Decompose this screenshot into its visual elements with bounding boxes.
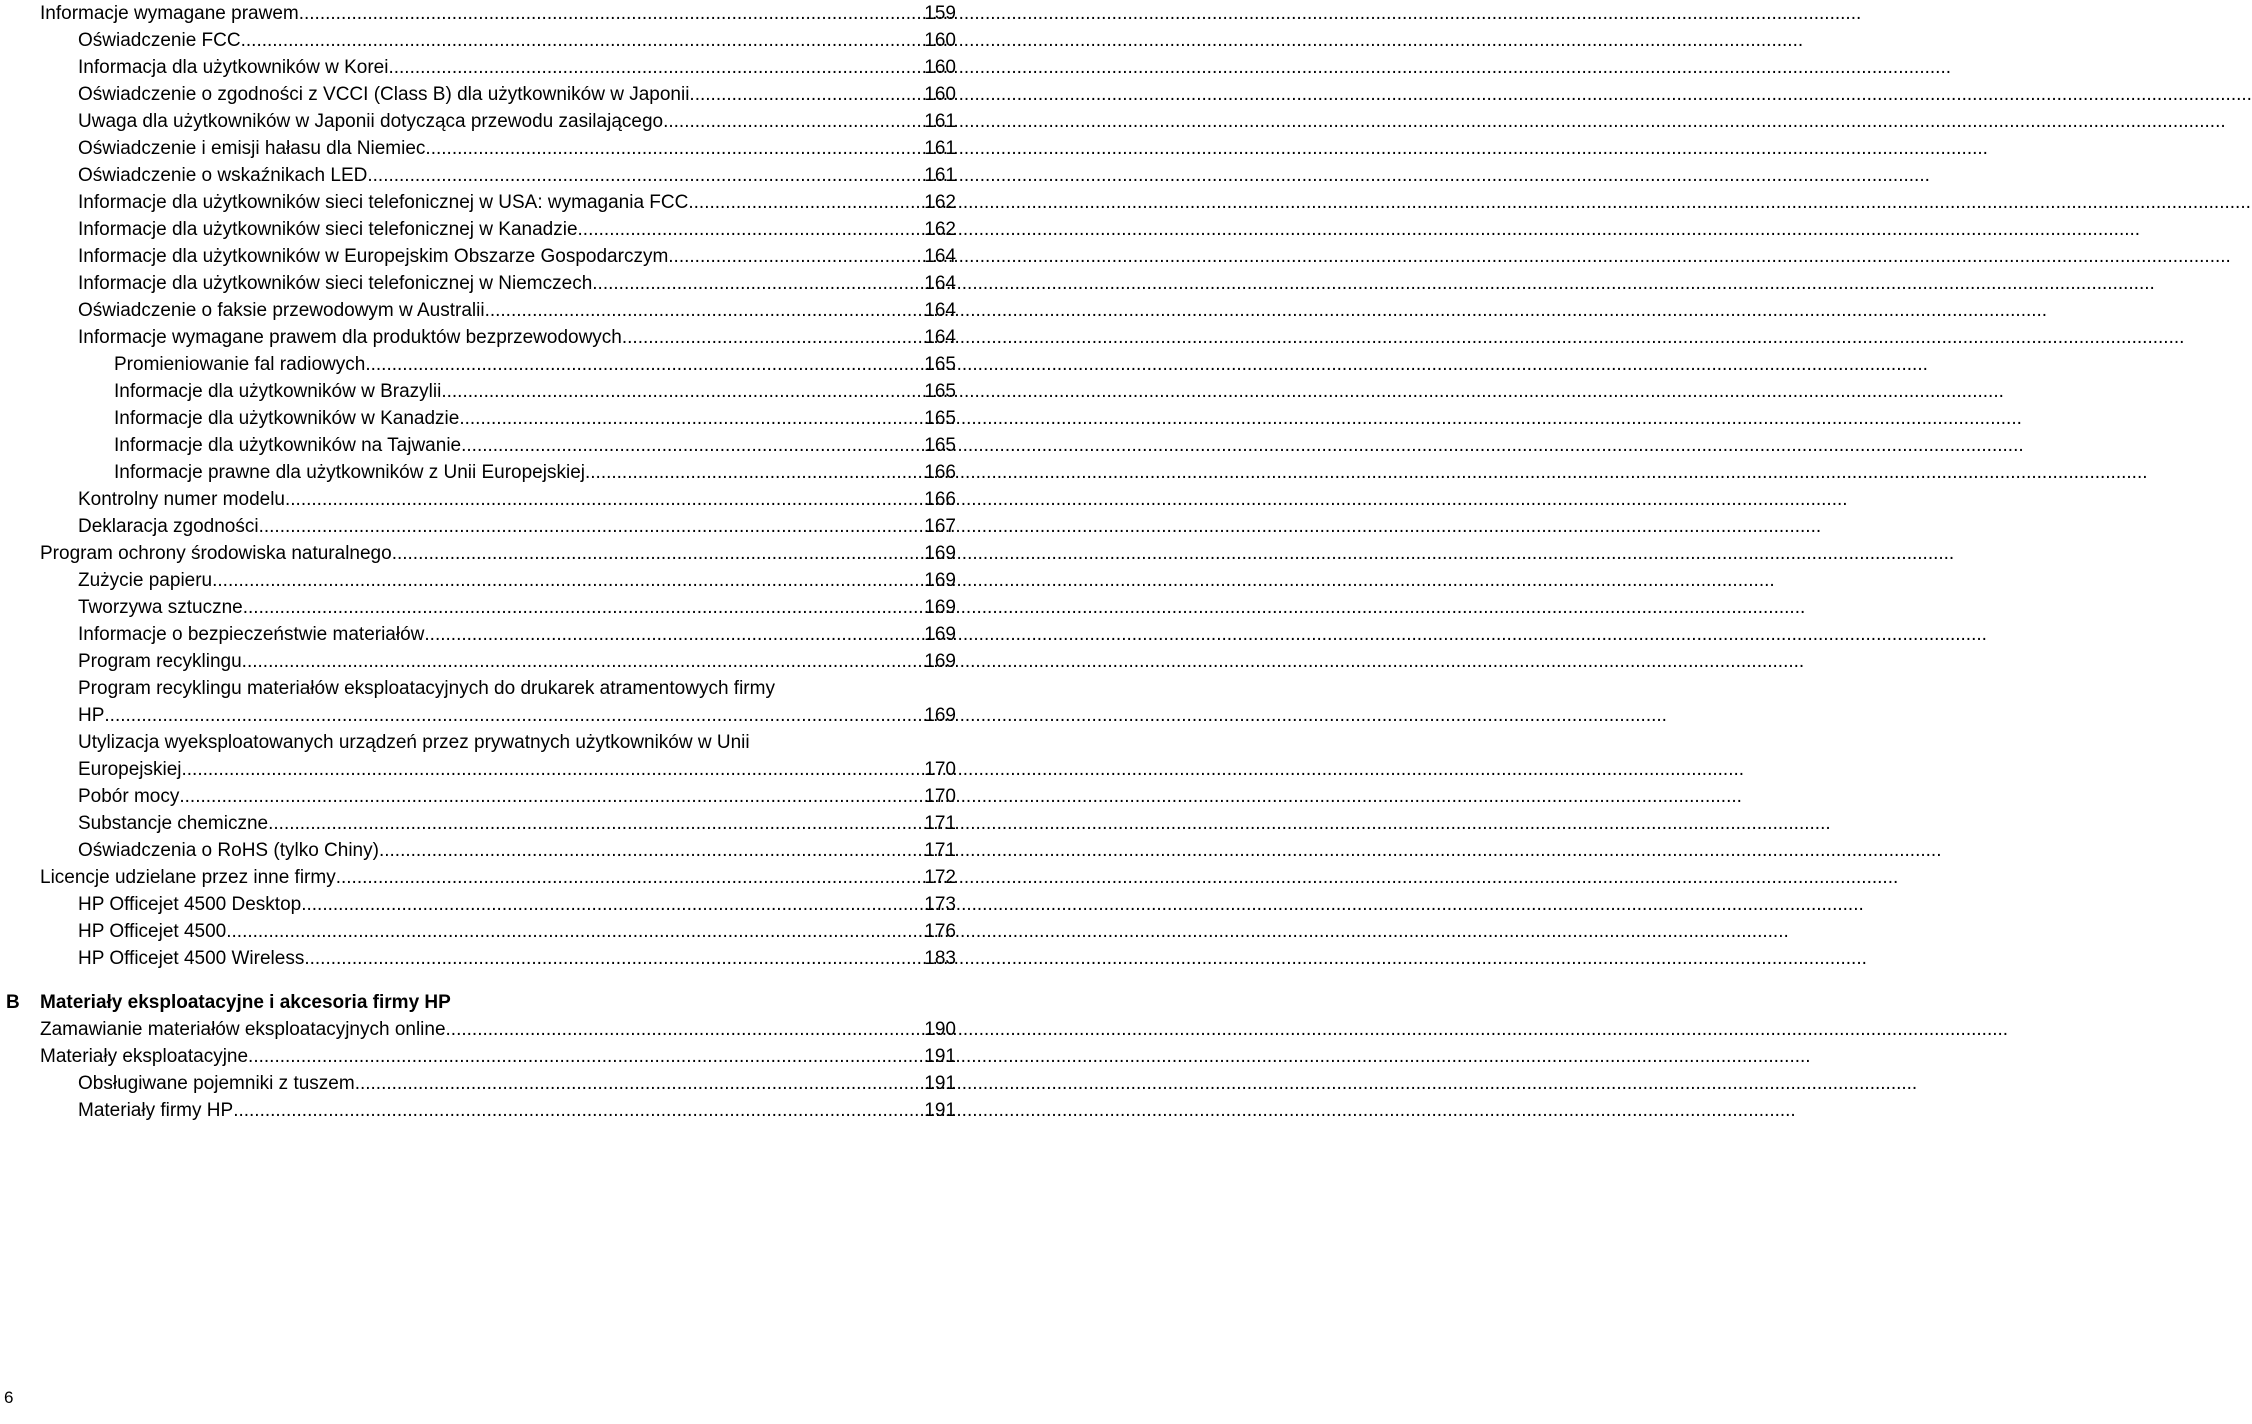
toc-dot-leader [459, 405, 924, 432]
toc-entry-row [78, 891, 956, 918]
toc-entry-row [78, 594, 956, 621]
chapter-title: Materiały eksploatacyjne i akcesoria firmy HP [40, 992, 451, 1013]
chapter-letter: B [6, 992, 20, 1013]
toc-entry-row [114, 459, 956, 486]
toc-entry-row [78, 756, 956, 783]
toc-entry[interactable] [0, 1097, 956, 1124]
toc-entry-page-number: 183 [924, 948, 956, 969]
toc-entry-title: HP Officejet 4500 Desktop [78, 894, 302, 915]
toc-entry-row [78, 324, 956, 351]
toc-entry-row [40, 540, 956, 567]
toc-entry[interactable] [0, 918, 956, 945]
toc-entry-title: Informacje dla użytkowników na Tajwanie [114, 435, 462, 456]
toc-entry-row [78, 27, 956, 54]
toc-entry-title: Informacje dla użytkowników sieci telefonicznej w Niemczech [78, 273, 593, 294]
toc-entry-page-number: 165 [924, 354, 956, 375]
toc-entry[interactable] [0, 783, 956, 810]
toc-section-supplies [0, 1016, 960, 1124]
toc-dot-leader [299, 0, 925, 27]
toc-entry-title: Deklaracja zgodności [78, 516, 259, 537]
toc-entry-page-number: 191 [924, 1100, 956, 1121]
toc-entry-page-number: 171 [924, 813, 956, 834]
toc-entry-row [78, 243, 956, 270]
toc-dot-leader [241, 27, 925, 54]
toc-entry-page-number: 164 [924, 327, 956, 348]
toc-entry-title: Obsługiwane pojemniki z tuszem [78, 1073, 355, 1094]
toc-entry[interactable] [0, 675, 956, 729]
toc-entry-page-number: 161 [924, 165, 956, 186]
toc-entry[interactable] [0, 540, 956, 567]
toc-section-legal [0, 0, 960, 972]
toc-entry-title: Informacje wymagane prawem dla produktów bezprzewodowych [78, 327, 622, 348]
toc-entry-row [78, 81, 956, 108]
toc-entry-page-number: 161 [924, 138, 956, 159]
toc-entry-title: Program ochrony środowiska naturalnego [40, 543, 392, 564]
toc-entry-page-number: 176 [924, 921, 956, 942]
toc-entry[interactable] [0, 54, 956, 81]
toc-dot-leader [668, 243, 924, 270]
toc-dot-leader [585, 459, 924, 486]
toc-entry-title: Informacje wymagane prawem [40, 3, 299, 24]
toc-dot-leader [301, 891, 924, 918]
toc-entry-row [78, 270, 956, 297]
toc-dot-leader [461, 432, 924, 459]
toc-entry[interactable] [0, 864, 956, 891]
toc-entry[interactable] [0, 378, 956, 405]
toc-entry-row [78, 837, 956, 864]
toc-entry[interactable] [0, 162, 956, 189]
toc-entry[interactable] [0, 945, 956, 972]
toc-entry-page-number: 191 [924, 1046, 956, 1067]
toc-entry[interactable] [0, 405, 956, 432]
toc-entry-page-number: 169 [924, 705, 956, 726]
toc-entry-title: HP Officejet 4500 [78, 921, 227, 942]
toc-dot-leader [212, 567, 924, 594]
toc-entry-row [78, 135, 956, 162]
toc-entry-row [78, 108, 956, 135]
toc-entry[interactable] [0, 297, 956, 324]
toc-entry-title: Zamawianie materiałów eksploatacyjnych online [40, 1019, 446, 1040]
toc-entry-row [40, 1043, 956, 1070]
toc-entry[interactable] [0, 513, 956, 540]
toc-entry-title: Informacje dla użytkowników sieci telefonicznej w Kanadzie [78, 219, 578, 240]
toc-dot-leader [578, 216, 925, 243]
toc-entry-title: Oświadczenie i emisji hałasu dla Niemiec [78, 138, 426, 159]
toc-entry-page-number: 160 [924, 84, 956, 105]
toc-entry-title: Materiały firmy HP [78, 1100, 234, 1121]
toc-entry[interactable] [0, 0, 956, 27]
toc-entry-title: Oświadczenia o RoHS (tylko Chiny) [78, 840, 379, 861]
toc-entry[interactable] [0, 621, 956, 648]
toc-entry-title: Tworzywa sztuczne [78, 597, 243, 618]
toc-entry-title-line: Program recyklingu materiałów eksploatacyjnych do drukarek atramentowych firmy [78, 678, 775, 699]
toc-entry-row [78, 702, 956, 729]
toc-entry[interactable] [0, 837, 956, 864]
toc-entry-row [78, 513, 956, 540]
toc-entry[interactable] [0, 324, 956, 351]
toc-entry[interactable] [0, 351, 956, 378]
toc-entry-row [114, 378, 956, 405]
toc-dot-leader [485, 297, 925, 324]
toc-entry-title: Licencje udzielane przez inne firmy [40, 867, 336, 888]
toc-dot-leader [104, 702, 924, 729]
toc-dot-leader [285, 486, 924, 513]
toc-entry-title: Informacja dla użytkowników w Korei [78, 57, 389, 78]
toc-entry-page-number: 165 [924, 435, 956, 456]
toc-entry-row [40, 1016, 956, 1043]
toc-dot-leader [379, 837, 924, 864]
toc-entry-title: Informacje dla użytkowników sieci telefonicznej w USA: wymagania FCC [78, 192, 689, 213]
toc-entry-page-number: 190 [924, 1019, 956, 1040]
toc-entry-title-line: Utylizacja wyeksploatowanych urządzeń przez prywatnych użytkowników w Unii [78, 732, 750, 753]
toc-entry[interactable] [0, 135, 956, 162]
toc-entry[interactable] [0, 1043, 956, 1070]
toc-entry-row [114, 351, 956, 378]
toc-entry[interactable] [0, 81, 956, 108]
toc-entry-title: Zużycie papieru [78, 570, 213, 591]
toc-entry-title: Oświadczenie FCC [78, 30, 241, 51]
toc-entry-title: HP [78, 705, 105, 726]
toc-entry-row [78, 486, 956, 513]
toc-entry-title: HP Officejet 4500 Wireless [78, 948, 305, 969]
toc-entry-page-number: 191 [924, 1073, 956, 1094]
toc-dot-leader [392, 540, 925, 567]
toc-entry-page-number: 169 [924, 543, 956, 564]
toc-dot-leader [179, 783, 924, 810]
toc-dot-leader [367, 162, 924, 189]
toc-entry-page-number: 160 [924, 57, 956, 78]
toc-entry-page-number: 160 [924, 30, 956, 51]
toc-dot-leader [243, 594, 925, 621]
toc-entry-row [78, 810, 956, 837]
toc-entry-page-number: 173 [924, 894, 956, 915]
toc-dot-leader [268, 810, 924, 837]
toc-entry[interactable] [0, 891, 956, 918]
toc-dot-leader [355, 1070, 925, 1097]
toc-entry-row [78, 1097, 956, 1124]
toc-entry-row [114, 405, 956, 432]
toc-entry[interactable] [0, 216, 956, 243]
toc-entry[interactable] [0, 459, 956, 486]
toc-entry-title: Kontrolny numer modelu [78, 489, 285, 510]
toc-dot-leader [425, 135, 924, 162]
toc-dot-leader [182, 756, 925, 783]
toc-entry-title: Materiały eksploatacyjne [40, 1046, 249, 1067]
toc-dot-leader [248, 1043, 924, 1070]
toc-entry[interactable] [0, 243, 956, 270]
chapter-heading-b[interactable] [0, 989, 960, 1016]
toc-entry-page-number: 165 [924, 381, 956, 402]
toc-dot-leader [622, 324, 924, 351]
toc-entry-title: Informacje dla użytkowników w Kanadzie [114, 408, 460, 429]
toc-entry-title: Europejskiej [78, 759, 182, 780]
toc-entry-title: Program recyklingu [78, 651, 242, 672]
toc-entry-page-number: 167 [924, 516, 956, 537]
toc-entry[interactable] [0, 486, 956, 513]
toc-dot-leader [592, 270, 924, 297]
toc-entry-title: Uwaga dla użytkowników w Japonii dotycząca przewodu zasilającego [78, 111, 664, 132]
toc-entry-row [78, 162, 956, 189]
toc-entry-page-number: 169 [924, 651, 956, 672]
toc-entry[interactable] [0, 594, 956, 621]
toc-entry[interactable] [0, 27, 956, 54]
toc-entry-row [78, 648, 956, 675]
toc-entry-page-number: 169 [924, 624, 956, 645]
toc-entry[interactable] [0, 270, 956, 297]
toc-entry-row [114, 432, 956, 459]
toc-entry-title: Informacje prawne dla użytkowników z Unii Europejskiej [114, 462, 585, 483]
toc-entry-row [78, 621, 956, 648]
toc-entry-page-number: 164 [924, 273, 956, 294]
toc-dot-leader [446, 1016, 925, 1043]
toc-dot-leader [688, 189, 924, 216]
toc-entry-row [78, 54, 956, 81]
table-of-contents [0, 0, 960, 1124]
toc-entry-page-number: 166 [924, 489, 956, 510]
toc-dot-leader [226, 918, 924, 945]
toc-entry[interactable] [0, 729, 956, 783]
toc-entry-page-number: 165 [924, 408, 956, 429]
toc-entry-page-number: 161 [924, 111, 956, 132]
toc-dot-leader [233, 1097, 924, 1124]
toc-dot-leader [441, 378, 924, 405]
toc-entry-page-number: 170 [924, 786, 956, 807]
toc-dot-leader [663, 108, 924, 135]
toc-entry[interactable] [0, 648, 956, 675]
toc-dot-leader [365, 351, 924, 378]
toc-entry-row [40, 864, 956, 891]
toc-entry[interactable] [0, 1070, 956, 1097]
toc-entry-title: Informacje dla użytkowników w Europejskim Obszarze Gospodarczym [78, 246, 669, 267]
toc-entry-title: Informacje o bezpieczeństwie materiałów [78, 624, 425, 645]
toc-entry-page-number: 170 [924, 759, 956, 780]
toc-dot-leader [242, 648, 925, 675]
toc-entry[interactable] [0, 567, 956, 594]
toc-dot-leader [689, 81, 924, 108]
toc-dot-leader [424, 621, 924, 648]
toc-entry-page-number: 172 [924, 867, 956, 888]
toc-entry-row [78, 783, 956, 810]
toc-entry-title: Oświadczenie o wskaźnikach LED [78, 165, 368, 186]
toc-dot-leader [304, 945, 924, 972]
toc-entry[interactable] [0, 108, 956, 135]
toc-entry-row [78, 1070, 956, 1097]
toc-entry-page-number: 166 [924, 462, 956, 483]
toc-dot-leader [388, 54, 924, 81]
toc-entry-row [78, 297, 956, 324]
toc-entry-page-number: 159 [924, 3, 956, 24]
toc-entry-page-number: 169 [924, 597, 956, 618]
toc-entry-row [78, 945, 956, 972]
toc-entry-title: Substancje chemiczne [78, 813, 269, 834]
toc-entry-row [78, 918, 956, 945]
toc-entry-title: Oświadczenie o faksie przewodowym w Australii [78, 300, 485, 321]
toc-entry-page-number: 162 [924, 192, 956, 213]
toc-entry-row [40, 0, 956, 27]
toc-entry-page-number: 169 [924, 570, 956, 591]
toc-dot-leader [336, 864, 925, 891]
toc-entry-title: Informacje dla użytkowników w Brazylii [114, 381, 442, 402]
toc-entry-title: Promieniowanie fal radiowych [114, 354, 366, 375]
toc-entry[interactable] [0, 810, 956, 837]
toc-entry-title: Pobór mocy [78, 786, 180, 807]
toc-entry-row [78, 189, 956, 216]
toc-entry-title: Oświadczenie o zgodności z VCCI (Class B) dla użytkowników w Japonii [78, 84, 690, 105]
toc-entry[interactable] [0, 432, 956, 459]
toc-entry-page-number: 164 [924, 246, 956, 267]
toc-entry-page-number: 164 [924, 300, 956, 321]
toc-entry-row [78, 216, 956, 243]
toc-entry[interactable] [0, 1016, 956, 1043]
toc-entry-row [78, 567, 956, 594]
toc-entry-page-number: 162 [924, 219, 956, 240]
toc-entry[interactable] [0, 189, 956, 216]
toc-dot-leader [259, 513, 925, 540]
toc-entry-page-number: 171 [924, 840, 956, 861]
page-number: 6 [4, 1388, 14, 1407]
